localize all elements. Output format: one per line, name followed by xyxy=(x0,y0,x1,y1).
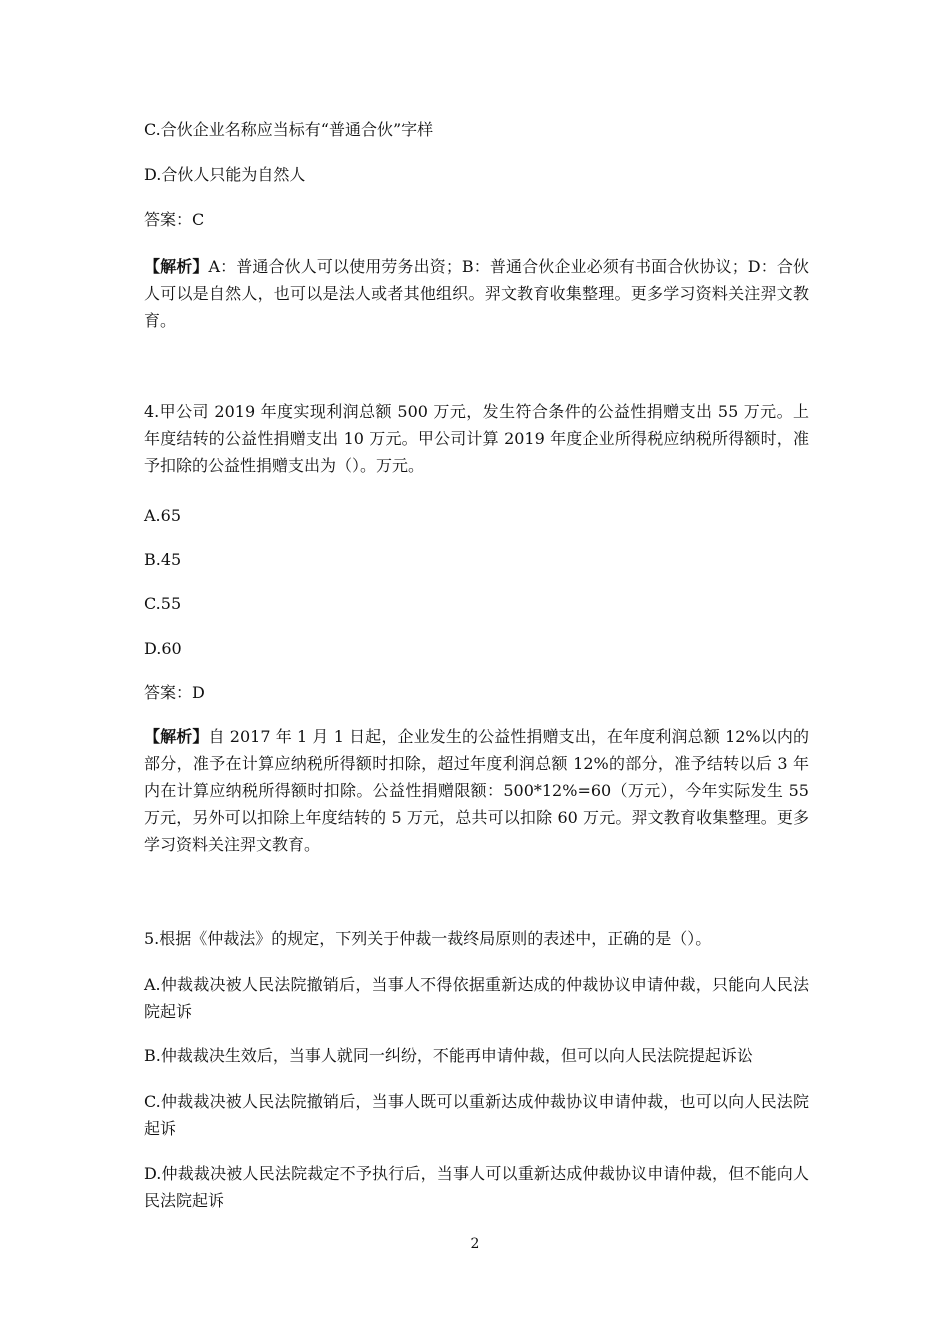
q4-question: 4.甲公司 2019 年度实现利润总额 500 万元，发生符合条件的公益性捐赠支出 55 万元。上年度结转的公益性捐赠支出 10 万元。甲公司计算 2019 年度企业所得税应纳税所得额时，准予扣除的公益性捐赠支出为（）。万元。 xyxy=(144,402,809,475)
q3-option-d: D.合伙人只能为自然人 xyxy=(144,165,306,184)
q3-analysis-text: A：普通合伙人可以使用劳务出资；B：普通合伙企业必须有书面合伙协议；D：合伙人可以是自然人，也可以是法人或者其他组织。羿文教育收集整理。更多学习资料关注羿文教育。 xyxy=(144,257,809,330)
q3-option-c: C.合伙企业名称应当标有“普通合伙”字样 xyxy=(144,120,434,139)
q4-answer: 答案：D xyxy=(144,683,205,702)
q4-option-c: C.55 xyxy=(144,594,182,613)
q5-option-b: B.仲裁裁决生效后，当事人就同一纠纷，不能再申请仲裁，但可以向人民法院提起诉讼 xyxy=(144,1046,753,1065)
q4-option-a: A.65 xyxy=(144,506,181,525)
page-number: 2 xyxy=(470,1236,480,1252)
q4-option-d: D.60 xyxy=(144,639,182,658)
q4-analysis-text: 自 2017 年 1 月 1 日起，企业发生的公益性捐赠支出，在年度利润总额 12%以内的部分，准予在计算应纳税所得额时扣除，超过年度利润总额 12%的部分，准予结转以后 3 年内在计算应纳税所得额时扣除。公益性捐赠限额：500*12%=60（万元），今年实际发生 55 万元，另外可以扣除上年度结转的 5 万元，总共可以扣除 60 万元。羿文教育收集整理。更多学习资料关注羿文教育。 xyxy=(144,727,809,854)
q5-option-d: D.仲裁裁决被人民法院裁定不予执行后，当事人可以重新达成仲裁协议申请仲裁，但不能向人民法院起诉 xyxy=(144,1164,809,1210)
q4-analysis-tag: 【解析】 xyxy=(144,727,209,746)
q3-analysis xyxy=(144,253,809,334)
q5-question: 5.根据《仲裁法》的规定，下列关于仲裁一裁终局原则的表述中，正确的是（）。 xyxy=(144,929,712,948)
q3-analysis-tag: 【解析】 xyxy=(144,257,209,276)
q5-option-c: C.仲裁裁决被人民法院撤销后，当事人既可以重新达成仲裁协议申请仲裁，也可以向人民法院起诉 xyxy=(144,1092,809,1138)
q4-option-b: B.45 xyxy=(144,550,182,569)
q3-answer: 答案：C xyxy=(144,210,205,229)
q4-analysis xyxy=(144,723,809,858)
q5-option-a: A.仲裁裁决被人民法院撤销后，当事人不得依据重新达成的仲裁协议申请仲裁，只能向人民法院起诉 xyxy=(144,975,809,1021)
